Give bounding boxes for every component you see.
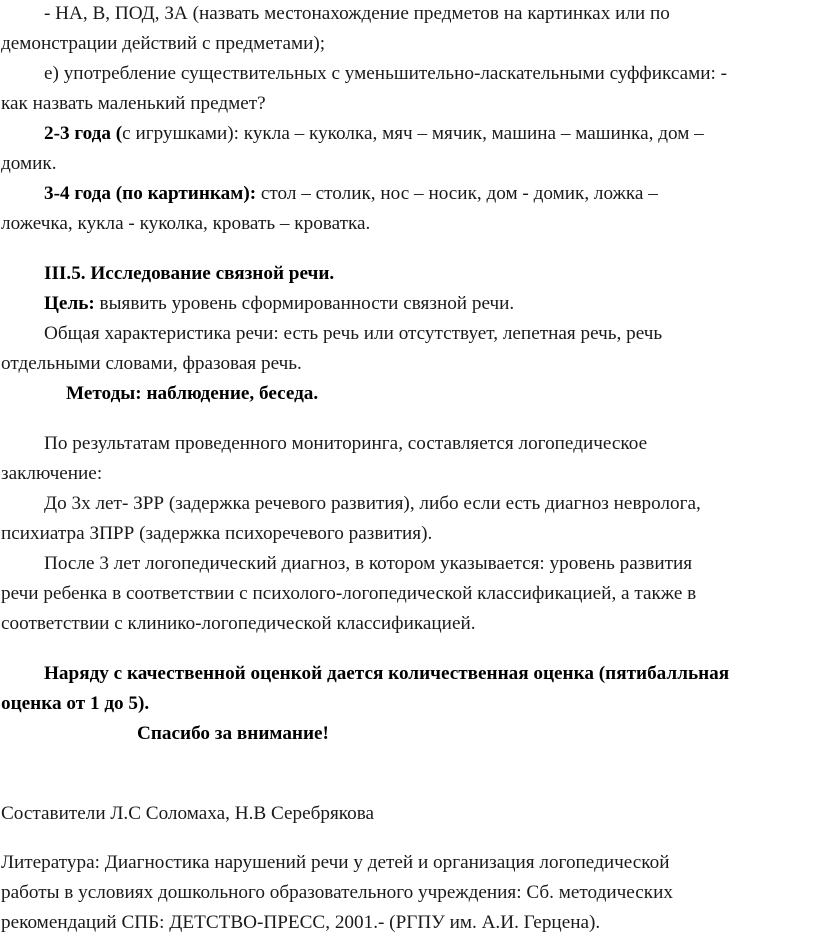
text-line	[44, 183, 658, 205]
text-line	[44, 293, 514, 315]
text-line: По результатам проведенного мониторинга, составляется логопедическое	[44, 433, 648, 454]
text-segment: с игрушками): кукла – куколка, мяч – мячик, машина – машинка, дом –	[122, 123, 704, 144]
text-line: психиатра ЗПРР (задержка психоречевого развития).	[1, 523, 433, 544]
text-line: До 3х лет- ЗРР (задержка речевого развития), либо если есть диагноз невролога,	[44, 493, 701, 514]
text-line: е) употребление существительных с уменьшительно-ласкательными суффиксами: -	[44, 63, 728, 84]
literature-line: работы в условиях дошкольного образовательного учреждения: Сб. методических	[1, 882, 673, 903]
bold-paragraph: оценка от 1 до 5).	[1, 693, 150, 714]
text-line: После 3 лет логопедический диагноз, в котором указывается: уровень развития	[44, 553, 693, 574]
goal-label: Цель:	[44, 293, 95, 314]
literature-line: Литература: Диагностика нарушений речи у детей и организация логопедической	[1, 852, 670, 873]
text-line: домик.	[1, 153, 57, 174]
text-line: ложечка, кукла - куколка, кровать – кроватка.	[1, 213, 371, 234]
age-label-2-3: 2-3 года (	[44, 123, 123, 144]
text-line: как назвать маленький предмет?	[1, 93, 266, 114]
text-segment: стол – столик, нос – носик, дом - домик, ложка –	[256, 183, 658, 204]
text-line: Общая характеристика речи: есть речь или отсутствует, лепетная речь, речь	[44, 323, 663, 344]
methods-heading: Методы: наблюдение, беседа.	[66, 383, 319, 404]
text-line: речи ребенка в соответствии с психолого-логопедической классификацией, а также в	[1, 583, 697, 604]
section-heading: III.5. Исследование связной речи.	[44, 263, 335, 284]
thanks-text: Спасибо за внимание!	[137, 723, 329, 744]
text-line: - НА, В, ПОД, ЗА (назвать местонахождение предметов на картинках или по	[44, 3, 670, 24]
text-line: соответствии с клинико-логопедической классификацией.	[1, 613, 476, 634]
literature-line: рекомендаций СПБ: ДЕТСТВО-ПРЕСС, 2001.- (РГПУ им. А.И. Герцена).	[1, 912, 601, 933]
text-line: отдельными словами, фразовая речь.	[1, 353, 302, 374]
text-line: демонстрации действий с предметами);	[1, 33, 326, 54]
text-line	[44, 123, 704, 145]
text-line: заключение:	[1, 463, 103, 484]
text-segment: выявить уровень сформированности связной речи.	[94, 293, 515, 314]
bold-paragraph: Наряду с качественной оценкой дается количественная оценка (пятибалльная	[44, 663, 730, 684]
authors-line: Составители Л.С Соломаха, Н.В Серебрякова	[1, 803, 375, 824]
age-label-3-4: 3-4 года (по картинкам):	[44, 183, 257, 204]
